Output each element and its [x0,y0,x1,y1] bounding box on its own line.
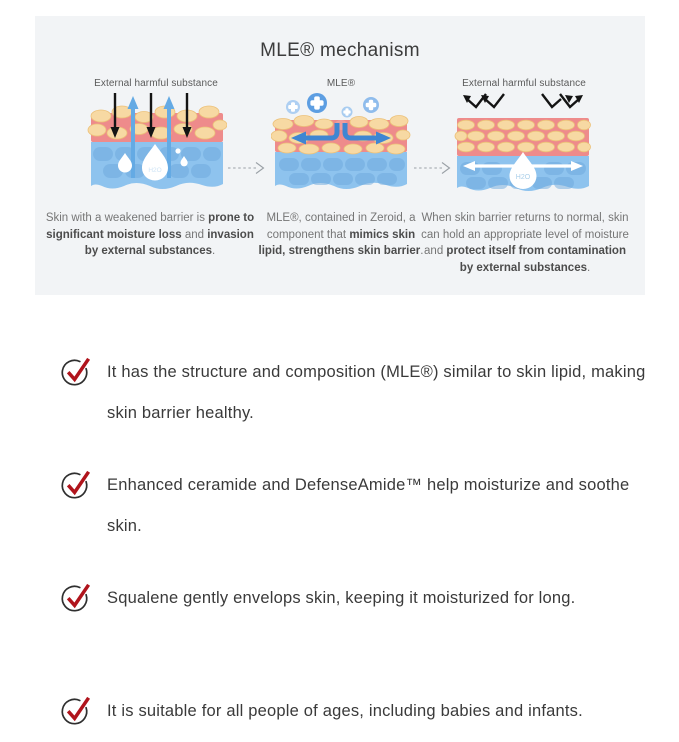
caption-text: MLE®, contained in Zeroid, a component that [266,212,416,241]
caption-text-bold: invasion by external substances [84,228,254,257]
step1-label: External harmful substance [94,78,218,89]
caption-text: and [181,228,208,241]
caption-text-bold: prone to significant moisture loss [46,212,255,241]
weakened-skin-diagram-icon [87,92,227,205]
mle-mechanism-panel [35,16,645,295]
h2o-label: H2O [515,174,531,181]
benefit-item [60,691,663,732]
benefit-item [60,578,663,619]
caption-text: . [212,245,216,257]
benefit-text: It is suitable for all people of ages, including babies and infants. [107,702,583,720]
benefit-item [60,352,663,434]
benefit-text: Enhanced ceramide and DefenseAmide™ help moisturize and soothe skin. [107,476,630,535]
caption-text: When skin barrier returns to normal, skin can hold an appropriate level of moisture and [421,212,629,257]
caption-text: . [587,261,591,274]
red-checkmark-icon [60,579,94,618]
step2-label: MLE® [326,78,356,89]
benefit-text: Squalene gently envelops skin, keeping it moisturized for long. [107,589,576,607]
red-checkmark-icon [60,692,94,731]
panel-title: MLE® mechanism [260,40,420,61]
mle-repair-diagram-icon [271,92,411,205]
caption-text-bold: mimics skin lipid, strengthens skin barrier [258,228,421,257]
caption-text: . [420,245,424,257]
step1-caption [45,210,255,260]
caption-text-bold: protect itself from contamination by external substances [446,245,626,274]
flow-arrow-icon [413,160,457,181]
caption-text: Skin with a weakened barrier is [45,212,209,224]
step2-caption [257,210,425,260]
flow-arrow-icon [227,160,271,181]
red-checkmark-icon [60,466,94,505]
step3-caption [419,210,631,276]
h2o-label: H2O [148,167,162,174]
benefit-item [60,465,663,547]
healthy-skin-diagram-icon [452,92,594,205]
step3-label: External harmful substance [462,78,586,89]
red-checkmark-icon [60,353,94,392]
benefit-text: It has the structure and composition (MLE®) similar to skin lipid, making skin barrier healthy. [107,363,646,422]
